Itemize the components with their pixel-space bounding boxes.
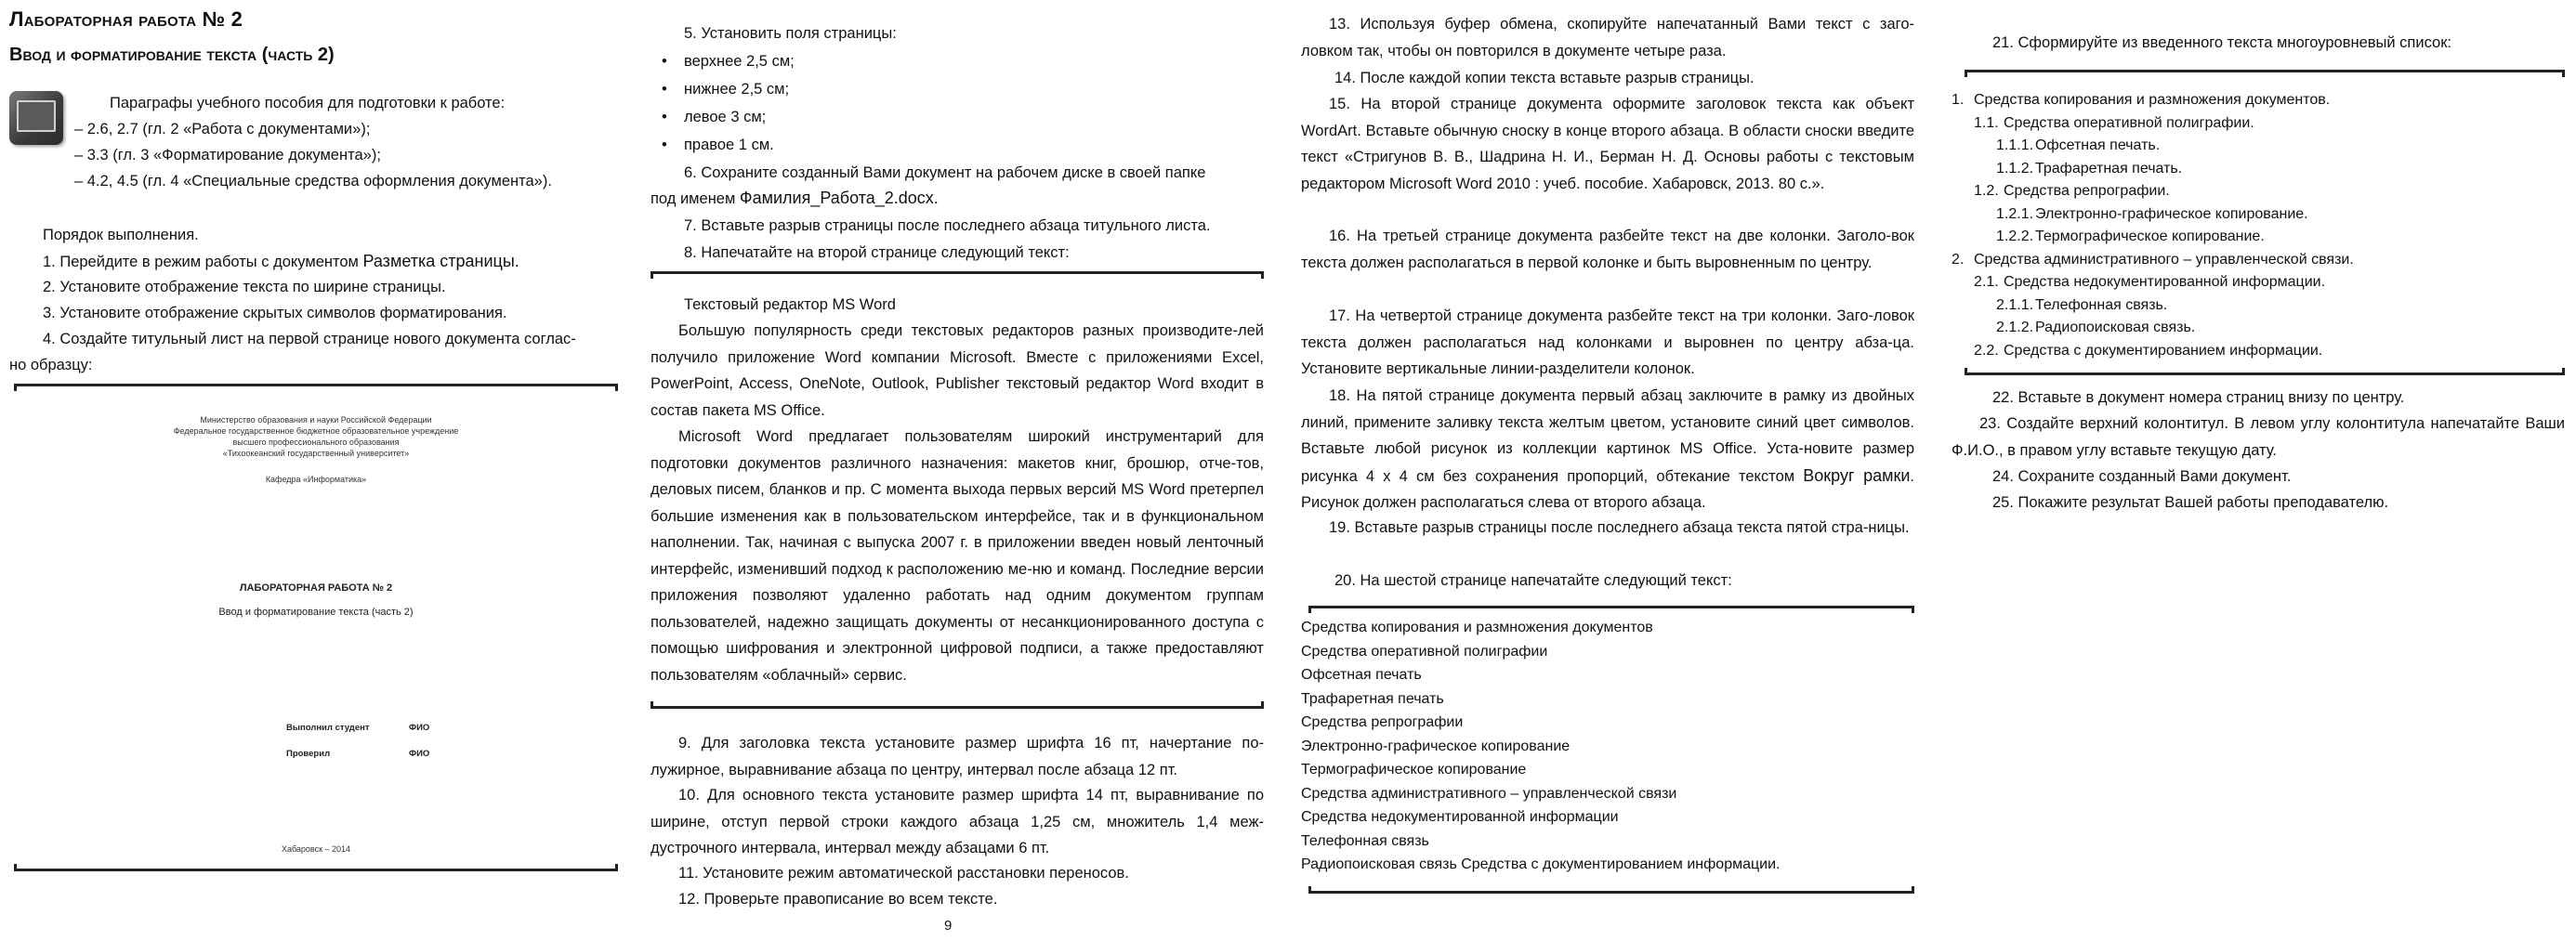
margin-top-text: верхнее 2,5 см; — [684, 53, 795, 70]
step-20: 20. На шестой странице напечатайте следующий текст: — [1334, 572, 1732, 589]
bullet-icon: • — [662, 109, 667, 125]
step-4-cont: но образцу: — [9, 357, 93, 373]
step-4: 4. Создайте титульный лист на первой странице нового документа соглас- — [43, 331, 576, 347]
text-box-top — [651, 271, 1264, 279]
step-11: 11. Установите режим автоматической расстановки переносов. — [678, 865, 1129, 882]
list-number: 1.1.1. — [1996, 137, 2034, 153]
step-17: 17. На четвертой странице документа разбейте текст на три колонки. Заго-ловок текста должен располагаться над колонками и выровнен по центру абза-ца. Установите вертикальные линии-разделители колонок. — [1301, 307, 1914, 377]
list-number: 1.2.2. — [1996, 229, 2034, 244]
step-21: 21. Сформируйте из введенного текста многоуровневый список: — [1992, 34, 2451, 51]
step-7: 7. Вставьте разрыв страницы после последнего абзаца титульного листа. — [684, 217, 1211, 234]
sample-ministry-4: «Тихоокеанский государственный университет» — [222, 449, 410, 458]
box-line-1: Средства копирования и размножения документов — [1301, 620, 1653, 635]
list-item — [1952, 249, 2354, 272]
step-18-tail: . Рисунок должен располагаться слева от второго абзаца. — [1301, 467, 1915, 511]
step-23: 23. Создайте верхний колонтитул. В левом углу колонтитула напечатайте Ваши Ф.И.О., в правом углу вставьте текущую дату. — [1952, 415, 2565, 459]
step-1-emph: Разметка страницы. — [362, 252, 519, 270]
list-text: Трафаретная печать. — [2035, 160, 2183, 176]
list-number: 1.1.2. — [1996, 160, 2034, 176]
paragraphs-intro: Параграфы учебного пособия для подготовки к работе: — [110, 95, 506, 111]
step-25: 25. Покажите результат Вашей работы преподавателю. — [1992, 494, 2389, 511]
list-item — [1952, 226, 2354, 249]
column-2 — [651, 0, 1264, 941]
box-line-10: Телефонная связь — [1301, 832, 1429, 849]
multilevel-box-bottom — [1965, 368, 2565, 375]
list-text: Электронно-графическое копирование. — [2035, 205, 2308, 222]
step-3: 3. Установите отображение скрытых символов форматирования. — [43, 305, 507, 321]
step-18-emph: Вокруг рамки — [1803, 465, 1911, 485]
lab-title: Лабораторная работа № 2 — [9, 7, 243, 31]
step-6-prefix: под именем — [651, 190, 740, 207]
box-line-11: Радиопоисковая связь Средства с документированием информации. — [1301, 856, 1781, 872]
list-item — [1952, 180, 2354, 203]
sample-city-year: Хабаровск – 2014 — [281, 844, 351, 854]
list-box-top — [1308, 606, 1914, 613]
list-text: Средства с документированием информации. — [2004, 342, 2323, 359]
list-number: 2. — [1952, 251, 1965, 268]
step-2: 2. Установите отображение текста по ширине страницы. — [43, 279, 446, 295]
step-6-filename: Фамилия_Работа_2.docx. — [739, 189, 939, 207]
bullet-icon: • — [662, 53, 667, 70]
column-4 — [1952, 0, 2565, 941]
order-heading: Порядок выполнения. — [43, 227, 199, 243]
step-22: 22. Вставьте в документ номера страниц внизу по центру. — [1992, 389, 2405, 406]
step-6-cont — [651, 185, 939, 212]
step-24: 24. Сохраните созданный Вами документ. — [1992, 468, 2292, 485]
box-paragraph-2: Microsoft Word предлагает пользователям широкий инструментарий для подготовки документов различного назначения: макетов книг, брошюр, отче-тов, деловых писем, бланков и пр. С момента выхода первых версий MS Word претерпел большие изменения как в пользовательском интерфейсе, так и в функциональном наполнении. Так, начиная с выпуска 2007 г. в приложении введен новый ленточный интерфейс, изменивший подход к расположению ме-ню и команд. Последние версии приложения позволяют удаленно работать над одним документом группам пользователей, надежно защищать документы от несанкционированного доступа с помощью шифрования и электронной цифровой подписи, а также предоставляют пользователям «облачный» сервис. — [651, 428, 1264, 684]
sample-dept: Кафедра «Информатика» — [265, 475, 367, 484]
sample-done-value: ФИО — [409, 723, 430, 733]
margin-bottom-item — [662, 76, 789, 102]
list-item — [1952, 317, 2354, 340]
sample-title: ЛАБОРАТОРНАЯ РАБОТА № 2 — [239, 582, 393, 594]
sample-check-label: Проверил — [286, 749, 331, 759]
list-number: 2.2. — [1974, 342, 1999, 359]
sample-done-label: Выполнил студент — [286, 723, 370, 733]
list-box-bottom — [1308, 886, 1914, 894]
box-line-4: Трафаретная печать — [1301, 690, 1444, 707]
sample-ministry-1: Министерство образования и науки Российской Федерации — [200, 415, 432, 425]
sample-subtitle: Ввод и форматирование текста (часть 2) — [218, 607, 414, 618]
text-box-bottom — [651, 701, 1264, 709]
title-page-sample — [14, 414, 618, 619]
list-text: Средства копирования и размножения документов. — [1974, 92, 2331, 108]
step-6: 6. Сохраните созданный Вами документ на рабочем диске в своей папке — [684, 164, 1206, 181]
bullet-icon: • — [662, 137, 667, 153]
list-text: Телефонная связь. — [2035, 296, 2168, 313]
list-number: 2.1.1. — [1996, 296, 2034, 313]
list-item — [1952, 294, 2354, 318]
list-text: Средства недокументированной информации. — [2004, 274, 2326, 290]
step-13: 13. Используя буфер обмена, скопируйте напечатанный Вами текст с заго-ловком так, чтобы он повторился в документе четыре раза. — [1301, 16, 1914, 59]
step-15: 15. На второй странице документа оформите заголовок текста как объект WordArt. Вставьте обычную сноску в конце второго абзаца. В области сноски введите текст «Стригунов В. В., Шадрина Н. И., Берман Н. Д. Основы работы с текстовым редактором Microsoft Word 2010 : учеб. пособие. Хабаровск, 2013. 80 с.». — [1301, 96, 1914, 192]
box-line-6: Электронно-графическое копирование — [1301, 738, 1571, 754]
box-line-7: Термографическое копирование — [1301, 762, 1527, 778]
bullet-icon: • — [662, 81, 667, 98]
lab-subtitle: Ввод и форматирование текста (часть 2) — [9, 45, 335, 65]
box-line-9: Средства недокументированной информации — [1301, 809, 1619, 825]
list-number: 1.2. — [1974, 183, 1999, 199]
column-1 — [9, 0, 623, 941]
list-item — [1952, 271, 2354, 294]
box-line-8: Средства административного – управленческой связи — [1301, 785, 1677, 802]
step-18 — [1301, 383, 1914, 516]
list-text: Радиопоисковая связь. — [2035, 320, 2196, 335]
step-19: 19. Вставьте разрыв страницы после последнего абзаца текста пятой стра-ницы. — [1329, 519, 1910, 536]
list-text: Средства оперативной полиграфии. — [2004, 114, 2254, 131]
sample-check-value: ФИО — [409, 749, 430, 759]
margin-right-item — [662, 132, 774, 158]
box-line-3: Офсетная печать — [1301, 667, 1422, 683]
box-line-2: Средства оперативной полиграфии — [1301, 643, 1548, 660]
sample-box-top — [14, 384, 618, 391]
step-1-text: 1. Перейдите в режим работы с документом — [43, 254, 363, 270]
multilevel-list — [1952, 89, 2354, 362]
ref-line-3: – 4.2, 4.5 (гл. 4 «Специальные средства оформления документа»). — [74, 173, 552, 190]
list-item — [1952, 158, 2354, 181]
step-5: 5. Установить поля страницы: — [684, 25, 897, 42]
sample-ministry-3: высшего профессионального образования — [232, 438, 400, 447]
list-text: Средства административного – управленческой связи. — [1974, 251, 2354, 268]
box-paragraph-1: Большую популярность среди текстовых редакторов разных производите-лей получило приложение Word компании Microsoft. Вместе с приложениями Excel, PowerPoint, Access, OneNote, Outlook, Publisher текстовый редактор Word входит в состав пакета MS Office. — [651, 322, 1264, 419]
list-item — [1952, 135, 2354, 158]
list-item — [1952, 89, 2354, 112]
box-title: Текстовый редактор MS Word — [684, 296, 896, 313]
list-box-lines — [1301, 617, 1780, 877]
sample-box-bottom — [14, 864, 618, 871]
margin-bottom-text: нижнее 2,5 см; — [684, 81, 790, 98]
list-number: 1. — [1952, 92, 1965, 108]
step-10: 10. Для основного текста установите размер шрифта 14 пт, выравнивание по ширине, отступ первой строки каждого абзаца 1,25 см, множитель 1,4 меж-дустрочного интервала, интервал между абзацами 6 пт. — [651, 787, 1264, 856]
margin-right-text: правое 1 см. — [684, 137, 774, 153]
margin-top-item — [662, 48, 795, 74]
list-item — [1952, 203, 2354, 227]
list-number: 2.1. — [1974, 274, 1999, 290]
list-text: Средства репрографии. — [2004, 183, 2170, 199]
list-item — [1952, 340, 2354, 363]
margin-left-item — [662, 104, 766, 130]
step-14: 14. После каждой копии текста вставьте разрыв страницы. — [1334, 70, 1755, 86]
ref-line-2: – 3.3 (гл. 3 «Форматирование документа»); — [74, 147, 381, 163]
step-8: 8. Напечатайте на второй странице следующий текст: — [684, 244, 1070, 261]
sample-ministry-2: Федеральное государственное бюджетное образовательное учреждение — [173, 426, 459, 436]
box-line-5: Средства репрографии — [1301, 714, 1464, 730]
list-number: 1.1. — [1974, 114, 1999, 131]
ref-line-1: – 2.6, 2.7 (гл. 2 «Работа с документами»); — [74, 121, 371, 137]
list-number: 1.2.1. — [1996, 205, 2034, 222]
column-3 — [1301, 0, 1914, 941]
margin-left-text: левое 3 см; — [684, 109, 767, 125]
list-number: 2.1.2. — [1996, 320, 2034, 335]
list-item — [1952, 112, 2354, 136]
step-9: 9. Для заголовка текста установите размер шрифта 16 пт, начертание по-лужирное, выравнивание абзаца по центру, интервал после абзаца 12 пт. — [651, 735, 1264, 778]
step-12: 12. Проверьте правописание во всем тексте. — [678, 891, 998, 908]
page-number: 9 — [944, 918, 953, 934]
list-text: Термографическое копирование. — [2035, 229, 2265, 244]
step-16: 16. На третьей странице документа разбейте текст на две колонки. Заголо-вок текста должен располагаться в первой колонке и быть выровненным по центру. — [1301, 228, 1914, 271]
step-18-text: 18. На пятой странице документа первый абзац заключите в рамку из двойных линий, примените заливку текста желтым цветом, установите синий цвет символов. Вставьте любой рисунок из коллекции картинок MS Office. Уста-новите размер рисунка 4 x 4 см без сохранения пропорций, обтекание текстом — [1301, 387, 1914, 485]
step-1 — [43, 248, 519, 275]
book-icon — [9, 91, 63, 145]
multilevel-box-top — [1965, 70, 2565, 77]
list-text: Офсетная печать. — [2035, 137, 2161, 153]
